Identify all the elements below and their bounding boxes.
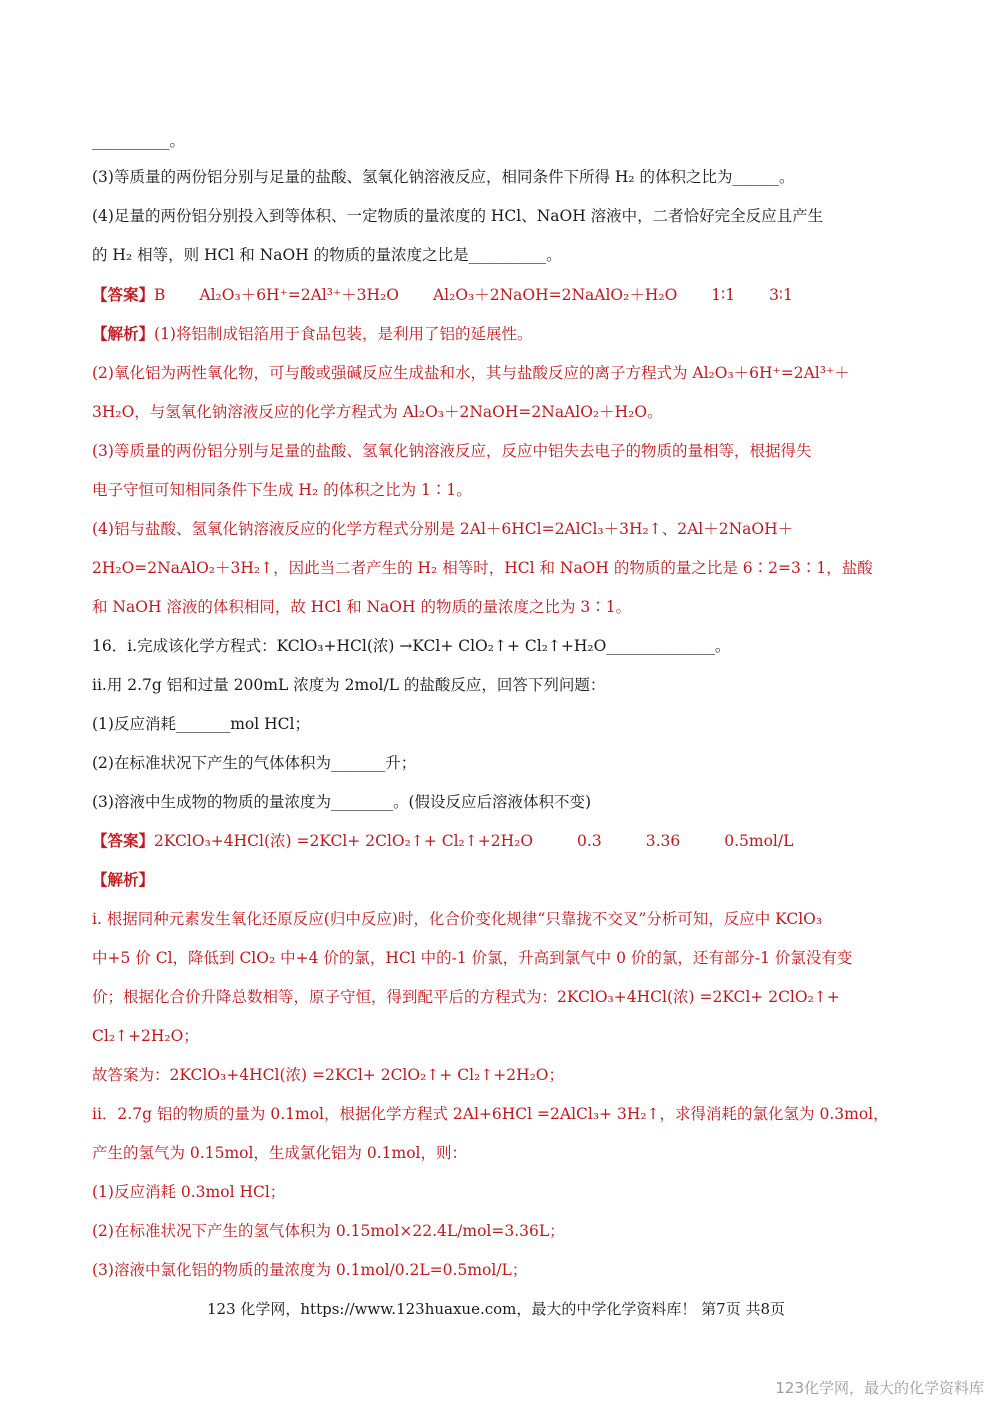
- analysis-line: 故答案为：2KClO₃+4HCl(浓) =2KCl+ 2ClO₂↑+ Cl₂↑+2H₂O；: [92, 1066, 565, 1084]
- analysis-line: (2)氧化铝为两性氧化物，可与酸或强碱反应生成盐和水，其与盐酸反应的离子方程式为 Al₂O₃＋6H⁺=2Al³⁺＋: [92, 364, 850, 382]
- analysis-line: Cl₂↑+2H₂O；: [92, 1027, 199, 1045]
- answer-tag: 【答案】: [92, 285, 155, 304]
- answer-part: 2KClO₃+4HCl(浓) =2KCl+ 2ClO₂↑+ Cl₂↑+2H₂O: [154, 832, 534, 850]
- analysis-line: 2H₂O=2NaAlO₂＋3H₂↑，因此当二者产生的 H₂ 相等时，HCl 和 NaOH 的物质的量之比是 6∶2=3∶1，盐酸: [92, 559, 873, 577]
- answer-line-16: [92, 830, 904, 852]
- analysis-line: [92, 323, 904, 345]
- text-line: __________。: [92, 132, 186, 150]
- analysis-line: 电子守恒可知相同条件下生成 H₂ 的体积之比为 1∶1。: [92, 481, 472, 499]
- page-footer: 123 化学网，https://www.123huaxue.com，最大的中学化学资料库！ 第7页 共8页: [206, 1300, 786, 1318]
- analysis-line: 和 NaOH 溶液的体积相同，故 HCl 和 NaOH 的物质的量浓度之比为 3∶1。: [92, 598, 632, 616]
- analysis-line: i. 根据同种元素发生氧化还原反应(归中反应)时，化合价变化规律“只靠拢不交叉”分析可知，反应中 KClO₃: [92, 910, 823, 928]
- question-16-sub-3: (3)溶液中生成物的物质的量浓度为________。(假设反应后溶液体积不变): [92, 793, 592, 811]
- question-16-sub-2: (2)在标准状况下产生的气体体积为_______升；: [92, 754, 417, 772]
- answer-part: 0.3: [577, 832, 602, 850]
- question-4-line-cont: 的 H₂ 相等，则 HCl 和 NaOH 的物质的量浓度之比是__________。: [92, 246, 562, 264]
- question-16-sub-1: (1)反应消耗_______mol HCl；: [92, 715, 310, 733]
- analysis-line: (3)等质量的两份铝分别与足量的盐酸、氢氧化钠溶液反应，反应中铝失去电子的物质的量相等，根据得失: [92, 442, 812, 460]
- answer-part: 1∶1: [711, 286, 736, 304]
- analysis-line: ii．2.7g 铝的物质的量为 0.1mol，根据化学方程式 2Al+6HCl =2AlCl₃+ 3H₂↑，求得消耗的氯化氢为 0.3mol，: [92, 1105, 889, 1123]
- answer-part: 3∶1: [769, 286, 793, 304]
- analysis-line: (4)铝与盐酸、氢氧化钠溶液反应的化学方程式分别是 2Al＋6HCl=2AlCl₃＋3H₂↑、2Al＋2NaOH＋: [92, 520, 794, 538]
- answer-tag: 【答案】: [92, 831, 155, 850]
- analysis-line: 3H₂O，与氢氧化钠溶液反应的化学方程式为 Al₂O₃＋2NaOH=2NaAlO₂＋H₂O。: [92, 403, 663, 421]
- analysis-line: (2)在标准状况下产生的氢气体积为 0.15mol×22.4L/mol=3.36L；: [92, 1222, 565, 1240]
- analysis-tag: 【解析】: [92, 324, 155, 343]
- question-3-line: (3)等质量的两份铝分别与足量的盐酸、氢氧化钠溶液反应，相同条件下所得 H₂ 的体积之比为______。: [92, 168, 795, 186]
- answer-part: B: [154, 286, 166, 304]
- analysis-text: (1)将铝制成铝箔用于食品包装，是利用了铝的延展性。: [154, 325, 533, 343]
- analysis-line: 产生的氢气为 0.15mol，生成氯化铝为 0.1mol，则：: [92, 1144, 467, 1162]
- analysis-line: (1)反应消耗 0.3mol HCl；: [92, 1183, 286, 1201]
- question-4-line: (4)足量的两份铝分别投入到等体积、一定物质的量浓度的 HCl、NaOH 溶液中，二者恰好完全反应且产生: [92, 207, 824, 225]
- answer-line-15: [92, 284, 904, 306]
- answer-part: Al₂O₃＋6H⁺=2Al³⁺＋3H₂O: [199, 286, 399, 304]
- analysis-tag: 【解析】: [92, 870, 155, 889]
- answer-part: 3.36: [645, 832, 681, 850]
- watermark: 123化学网，最大的化学资料库: [775, 1379, 984, 1397]
- question-16-line: 16．i.完成该化学方程式：KClO₃+HCl(浓) →KCl+ ClO₂↑+ Cl₂↑+H₂O______________。: [92, 637, 731, 655]
- answer-part: 0.5mol/L: [724, 832, 794, 850]
- analysis-line: 中+5 价 Cl，降低到 ClO₂ 中+4 价的氯，HCl 中的-1 价氯，升高到氯气中 0 价的氯，还有部分-1 价氯没有变: [92, 949, 853, 967]
- analysis-line: (3)溶液中氯化铝的物质的量浓度为 0.1mol/0.2L=0.5mol/L；: [92, 1261, 528, 1279]
- answer-part: Al₂O₃＋2NaOH=2NaAlO₂＋H₂O: [432, 286, 678, 304]
- analysis-line: 价；根据化合价升降总数相等，原子守恒，得到配平后的方程式为：2KClO₃+4HCl(浓) =2KCl+ 2ClO₂↑+: [92, 988, 840, 1006]
- question-16-ii-line: ii.用 2.7g 铝和过量 200mL 浓度为 2mol/L 的盐酸反应，回答下列问题：: [92, 676, 606, 694]
